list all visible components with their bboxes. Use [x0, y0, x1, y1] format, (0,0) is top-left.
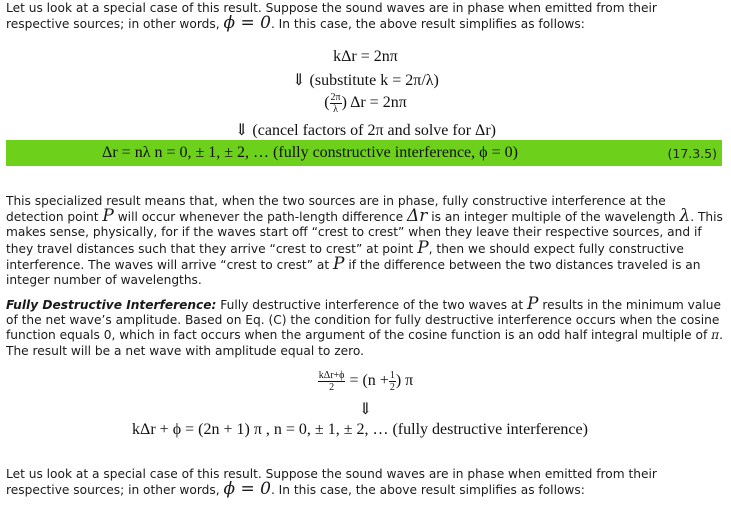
text-run: . This makes sense, physically, for if the waves start off “crest to crest” when they leave their respective sources, and if they travel distances such that they arrive “crest to crest” at point: [6, 210, 723, 256]
equation-number: (17.3.5): [667, 146, 717, 161]
equation-middle: = (n +: [349, 372, 389, 390]
fully-constructive-equation: Δr = nλ n = 0, ± 1, ± 2, … (fully constructive interference, ϕ = 0): [102, 144, 518, 161]
equation-substitute-step: ⇓ (substitute k = 2π/λ): [292, 72, 439, 89]
math-point-p: P: [333, 253, 345, 274]
down-arrow: ⇓: [358, 401, 373, 418]
repeat-intro-paragraph: [6, 467, 724, 498]
fraction-denominator: 2: [329, 382, 335, 393]
text-run: This specialized result means that, when the two sources are in phase, fully constructive interference at the detection point: [6, 194, 666, 225]
math-point-p: P: [527, 294, 539, 314]
text-run: . The result will be a net wave with amplitude equal to zero.: [6, 328, 724, 358]
text-run: is an integer multiple of the wavelength: [427, 210, 680, 225]
math-delta-r: Δr: [406, 206, 428, 227]
fraction-phase-over-two: [318, 370, 346, 393]
fraction-one-half: [389, 370, 396, 393]
destructive-paragraph: [6, 294, 724, 359]
intro-paragraph: [6, 1, 724, 32]
section-heading-destructive: Fully Destructive Interference:: [6, 298, 217, 312]
math-point-p: P: [417, 237, 429, 258]
fraction-denominator: 2: [389, 382, 395, 393]
text-run: results in the minimum value of the net wave’s amplitude. Based on Eq. (C) the condition for fully destructive interference occurs when the cosine function equals 0, which in fact occurs when the argument of the cosine function is an odd half integral multiple of: [6, 298, 721, 343]
equation-half-integral: [0, 370, 731, 393]
fraction-numerator: 1: [389, 370, 395, 381]
text-run: Fully destructive interference of the two waves at: [216, 298, 528, 312]
equation-fraction-step: [0, 92, 731, 115]
math-phi-zero: ϕ = 0: [223, 13, 271, 34]
fraction-denominator: λ: [333, 104, 338, 115]
constructive-explanation-paragraph: [6, 194, 724, 288]
text-run: , then we should expect fully constructive interference. The waves will arrive “crest to crest” at: [6, 241, 684, 272]
paren-left: (: [324, 94, 330, 112]
math-phi-zero: ϕ = 0: [223, 479, 271, 500]
math-pi: π: [711, 328, 720, 343]
equation-k-delta-r: kΔr = 2nπ: [333, 48, 398, 65]
text-run: . In this case, the above result simplifies as follows:: [270, 17, 585, 32]
math-lambda: λ: [679, 206, 691, 227]
text-run: if the difference between the two distances traveled is an integer number of wavelengths.: [6, 257, 701, 288]
math-point-p: P: [102, 206, 114, 227]
fully-destructive-equation: kΔr + ϕ = (2n + 1) π , n = 0, ± 1, ± 2, … (fully destructive interference): [132, 421, 588, 438]
equation-end: ) π: [395, 372, 414, 390]
fraction-2pi-over-lambda: [330, 92, 342, 115]
text-run: Let us look at a special case of this result. Suppose the sound waves are in phase when emitted from their respective sources; in other words,: [6, 467, 657, 498]
fraction-numerator: 2π: [330, 92, 341, 103]
text-run: . In this case, the above result simplifies as follows:: [270, 483, 585, 498]
equation-rest: Δr = 2nπ: [350, 94, 407, 112]
paren-right: ): [341, 94, 347, 112]
fraction-numerator: kΔr+ϕ: [318, 370, 345, 381]
equation-cancel-step: ⇓ (cancel factors of 2π and solve for Δr): [235, 122, 496, 139]
text-run: will occur whenever the path-length difference: [113, 210, 407, 225]
text-run: Let us look at a special case of this result. Suppose the sound waves are in phase when emitted from their respective sources; in other words,: [6, 1, 657, 32]
